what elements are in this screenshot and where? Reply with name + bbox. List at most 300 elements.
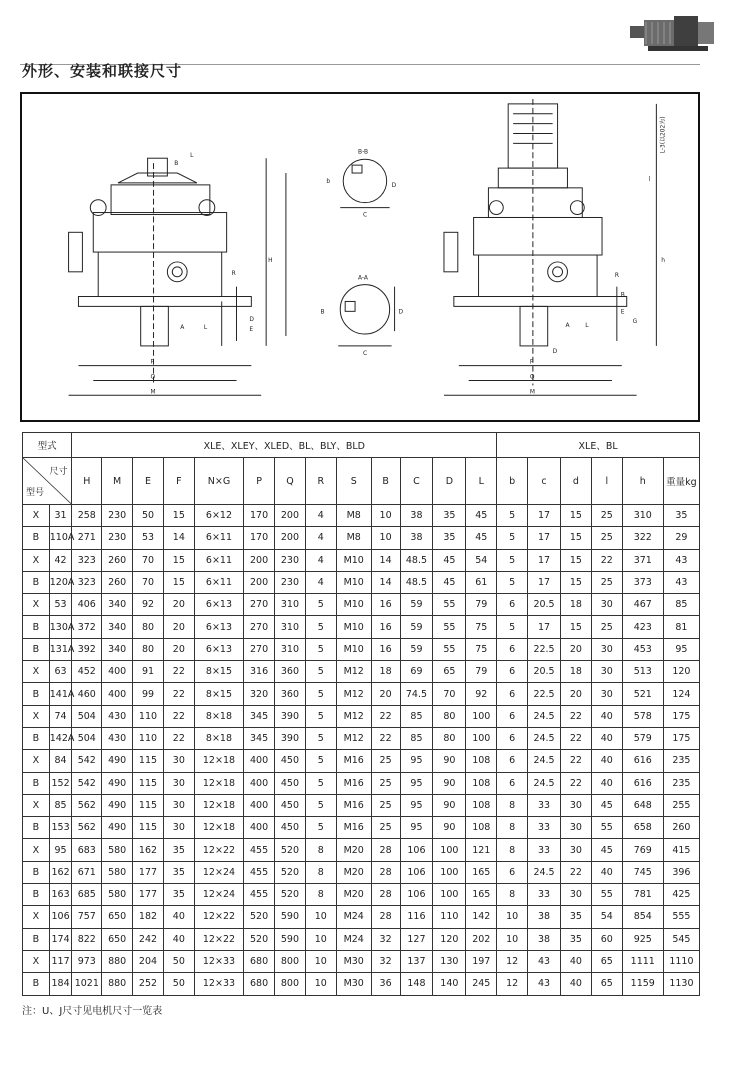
table-row <box>23 861 700 883</box>
table-cell: 10 <box>497 928 528 950</box>
table-cell: 260 <box>102 571 133 593</box>
table-cell: 6 <box>497 594 528 616</box>
table-cell: 20.5 <box>528 661 561 683</box>
dim-label: C <box>362 212 368 219</box>
table-cell: 142 <box>466 906 497 928</box>
table-cell: 371 <box>622 549 663 571</box>
table-cell: 22 <box>560 861 591 883</box>
table-cell: 12 <box>497 950 528 972</box>
table-cell: 22 <box>163 683 194 705</box>
table-cell: 5 <box>497 616 528 638</box>
table-cell: 340 <box>102 638 133 660</box>
table-cell: 590 <box>275 906 306 928</box>
table-row <box>23 527 700 549</box>
table-cell: 504 <box>72 727 102 749</box>
table-cell: 467 <box>622 594 663 616</box>
table-cell: 22 <box>560 772 591 794</box>
table-cell: 35 <box>663 505 699 527</box>
table-cell: 74.5 <box>400 683 433 705</box>
table-cell: 184 <box>49 973 72 995</box>
table-cell: 130A <box>49 616 72 638</box>
column-header: C <box>400 458 433 505</box>
table-cell: 12×18 <box>194 817 243 839</box>
table-cell: X <box>23 906 50 928</box>
table-cell: 5 <box>497 549 528 571</box>
table-cell: 24.5 <box>528 727 561 749</box>
table-cell: 99 <box>133 683 164 705</box>
table-cell: 781 <box>622 884 663 906</box>
table-cell: 25 <box>591 571 622 593</box>
dim-label: D <box>552 348 558 355</box>
table-cell: 106 <box>400 884 433 906</box>
table-cell: 30 <box>560 884 591 906</box>
table-cell: 108 <box>466 772 497 794</box>
table-cell: 22 <box>560 727 591 749</box>
table-cell: 141A <box>49 683 72 705</box>
column-header: 重量kg <box>663 458 699 505</box>
table-cell: 43 <box>528 950 561 972</box>
table-cell: 50 <box>163 973 194 995</box>
table-cell: 12×22 <box>194 839 243 861</box>
table-cell: 95 <box>400 794 433 816</box>
table-cell: 42 <box>49 549 72 571</box>
table-cell: 115 <box>133 750 164 772</box>
table-cell: 406 <box>72 594 102 616</box>
table-cell: 16 <box>371 594 400 616</box>
table-cell: 45 <box>466 527 497 549</box>
table-cell: 53 <box>49 594 72 616</box>
table-cell: 130 <box>433 950 466 972</box>
table-cell: 30 <box>560 839 591 861</box>
dim-label: E <box>620 309 625 316</box>
table-cell: 15 <box>560 571 591 593</box>
table-cell: 45 <box>433 549 466 571</box>
left-reducer-view <box>69 158 286 395</box>
table-cell: 53 <box>133 527 164 549</box>
section-label: A-A <box>358 275 368 282</box>
table-cell: 22.5 <box>528 683 561 705</box>
table-cell: 323 <box>72 549 102 571</box>
table-cell: 106 <box>400 839 433 861</box>
table-cell: 55 <box>591 884 622 906</box>
table-cell: 504 <box>72 705 102 727</box>
table-cell: 579 <box>622 727 663 749</box>
table-cell: 396 <box>663 861 699 883</box>
table-cell: 100 <box>433 884 466 906</box>
table-cell: 148 <box>400 973 433 995</box>
table-cell: 6×12 <box>194 505 243 527</box>
table-cell: 40 <box>163 928 194 950</box>
table-cell: 45 <box>466 505 497 527</box>
table-cell: 316 <box>244 661 275 683</box>
table-cell: 230 <box>275 571 306 593</box>
table-cell: 854 <box>622 906 663 928</box>
table-cell: 5 <box>305 817 336 839</box>
table-cell: 685 <box>72 884 102 906</box>
table-cell: 200 <box>275 505 306 527</box>
table-cell: 80 <box>133 638 164 660</box>
table-row <box>23 794 700 816</box>
table-cell: X <box>23 549 50 571</box>
table-cell: 6×11 <box>194 527 243 549</box>
table-cell: 28 <box>371 884 400 906</box>
table-cell: 6×11 <box>194 549 243 571</box>
table-cell: 175 <box>663 705 699 727</box>
column-header: M <box>102 458 133 505</box>
table-cell: 450 <box>275 750 306 772</box>
table-cell: 95 <box>49 839 72 861</box>
table-cell: 360 <box>275 661 306 683</box>
table-cell: 110A <box>49 527 72 549</box>
table-cell: 6 <box>497 727 528 749</box>
table-cell: 270 <box>244 638 275 660</box>
table-cell: 12×22 <box>194 906 243 928</box>
table-cell: 555 <box>663 906 699 928</box>
page-title: 外形、安装和联接尺寸 <box>22 62 183 80</box>
table-cell: 5 <box>305 727 336 749</box>
table-cell: B <box>23 817 50 839</box>
table-cell: 616 <box>622 750 663 772</box>
table-cell: 345 <box>244 705 275 727</box>
table-cell: 106 <box>400 861 433 883</box>
table-cell: 35 <box>560 928 591 950</box>
table-cell: 22 <box>591 549 622 571</box>
table-cell: B <box>23 683 50 705</box>
table-cell: 40 <box>591 861 622 883</box>
table-cell: 115 <box>133 794 164 816</box>
table-cell: B <box>23 571 50 593</box>
table-cell: 197 <box>466 950 497 972</box>
table-cell: B <box>23 928 50 950</box>
table-cell: 25 <box>371 772 400 794</box>
table-cell: X <box>23 594 50 616</box>
table-cell: 8×15 <box>194 683 243 705</box>
table-cell: 120 <box>433 928 466 950</box>
table-cell: 310 <box>275 594 306 616</box>
table-cell: 6 <box>497 661 528 683</box>
column-header: B <box>371 458 400 505</box>
column-header: R <box>305 458 336 505</box>
table-cell: 10 <box>371 505 400 527</box>
table-cell: M20 <box>336 861 371 883</box>
dim-label: Q <box>529 374 535 381</box>
table-cell: 95 <box>400 750 433 772</box>
table-cell: 20 <box>163 638 194 660</box>
table-cell: 28 <box>371 861 400 883</box>
table-cell: 142A <box>49 727 72 749</box>
table-cell: 200 <box>244 549 275 571</box>
table-cell: 20 <box>163 594 194 616</box>
table-cell: 18 <box>560 661 591 683</box>
table-group-type: 型式 <box>23 433 72 458</box>
table-cell: 108 <box>466 750 497 772</box>
table-cell: X <box>23 950 50 972</box>
table-cell: 15 <box>560 549 591 571</box>
table-cell: 578 <box>622 705 663 727</box>
table-cell: 69 <box>400 661 433 683</box>
table-cell: 22 <box>163 661 194 683</box>
column-header: P <box>244 458 275 505</box>
table-cell: 75 <box>466 616 497 638</box>
table-cell: 258 <box>72 505 102 527</box>
dim-label: B <box>174 161 179 168</box>
table-cell: M10 <box>336 594 371 616</box>
column-header: b <box>497 458 528 505</box>
table-cell: 12 <box>497 973 528 995</box>
table-cell: 81 <box>663 616 699 638</box>
table-cell: 115 <box>133 817 164 839</box>
table-cell: 174 <box>49 928 72 950</box>
table-cell: 36 <box>371 973 400 995</box>
dim-label: D <box>398 309 404 316</box>
table-cell: M20 <box>336 884 371 906</box>
dim-label: M <box>150 389 156 396</box>
table-cell: 6×13 <box>194 594 243 616</box>
table-cell: 580 <box>102 861 133 883</box>
table-cell: 24.5 <box>528 705 561 727</box>
table-cell: 38 <box>528 906 561 928</box>
table-cell: 5 <box>305 594 336 616</box>
column-header: H <box>72 458 102 505</box>
table-cell: 170 <box>244 505 275 527</box>
table-cell: 453 <box>622 638 663 660</box>
table-cell: 648 <box>622 794 663 816</box>
table-cell: 24.5 <box>528 772 561 794</box>
table-cell: 340 <box>102 616 133 638</box>
table-cell: 35 <box>433 505 466 527</box>
table-cell: 616 <box>622 772 663 794</box>
table-row <box>23 884 700 906</box>
dimension-drawing <box>20 92 700 422</box>
table-cell: 25 <box>591 616 622 638</box>
table-row <box>23 638 700 660</box>
table-cell: 100 <box>466 705 497 727</box>
table-cell: 177 <box>133 884 164 906</box>
column-header: N×G <box>194 458 243 505</box>
table-cell: 12×18 <box>194 750 243 772</box>
table-cell: M10 <box>336 549 371 571</box>
table-cell: 65 <box>433 661 466 683</box>
table-row <box>23 839 700 861</box>
table-cell: 40 <box>591 705 622 727</box>
table-cell: 30 <box>591 661 622 683</box>
table-cell: 22 <box>371 705 400 727</box>
table-cell: 230 <box>102 505 133 527</box>
table-cell: 25 <box>371 750 400 772</box>
table-cell: M12 <box>336 727 371 749</box>
table-cell: 6 <box>497 772 528 794</box>
table-cell: 562 <box>72 817 102 839</box>
table-cell: 85 <box>49 794 72 816</box>
table-cell: 455 <box>244 861 275 883</box>
table-cell: 310 <box>622 505 663 527</box>
table-cell: 880 <box>102 973 133 995</box>
table-cell: 33 <box>528 817 561 839</box>
table-cell: 108 <box>466 817 497 839</box>
table-cell: 650 <box>102 906 133 928</box>
table-row <box>23 973 700 995</box>
table-cell: 450 <box>275 817 306 839</box>
table-cell: 162 <box>133 839 164 861</box>
table-cell: 12×18 <box>194 794 243 816</box>
table-cell: 10 <box>305 973 336 995</box>
table-cell: 55 <box>433 616 466 638</box>
table-cell: 235 <box>663 772 699 794</box>
table-cell: 175 <box>663 727 699 749</box>
table-body <box>23 505 700 996</box>
table-cell: 1110 <box>663 950 699 972</box>
table-row <box>23 549 700 571</box>
table-cell: 95 <box>663 638 699 660</box>
table-cell: 6 <box>497 705 528 727</box>
table-cell: 45 <box>433 571 466 593</box>
table-cell: 372 <box>72 616 102 638</box>
table-cell: 20 <box>371 683 400 705</box>
table-cell: 35 <box>433 527 466 549</box>
table-cell: 680 <box>244 973 275 995</box>
table-cell: 8 <box>305 861 336 883</box>
table-cell: 22 <box>560 750 591 772</box>
table-cell: 12×22 <box>194 928 243 950</box>
table-cell: 92 <box>133 594 164 616</box>
dim-label: Q <box>150 374 156 381</box>
table-cell: 6 <box>497 638 528 660</box>
table-cell: 671 <box>72 861 102 883</box>
table-cell: M24 <box>336 928 371 950</box>
table-cell: 1130 <box>663 973 699 995</box>
table-cell: 22.5 <box>528 638 561 660</box>
table-cell: 340 <box>102 594 133 616</box>
table-cell: 490 <box>102 772 133 794</box>
table-cell: 79 <box>466 594 497 616</box>
table-cell: 1111 <box>622 950 663 972</box>
table-cell: 10 <box>305 928 336 950</box>
table-cell: 925 <box>622 928 663 950</box>
table-cell: 153 <box>49 817 72 839</box>
footer-note: 注：U、J尺寸见电机尺寸一览表 <box>22 1006 163 1017</box>
table-cell: 29 <box>663 527 699 549</box>
table-cell: X <box>23 839 50 861</box>
table-cell: 55 <box>591 817 622 839</box>
table-cell: 18 <box>560 594 591 616</box>
dim-label: M <box>529 389 536 396</box>
table-cell: 392 <box>72 638 102 660</box>
table-cell: 490 <box>102 794 133 816</box>
table-cell: 35 <box>163 839 194 861</box>
dim-label: h <box>661 257 666 264</box>
table-cell: 45 <box>591 794 622 816</box>
table-cell: 177 <box>133 861 164 883</box>
table-cell: 5 <box>305 705 336 727</box>
table-cell: 430 <box>102 727 133 749</box>
table-cell: 430 <box>102 705 133 727</box>
table-cell: 12×33 <box>194 950 243 972</box>
table-cell: 390 <box>275 727 306 749</box>
table-cell: 10 <box>305 950 336 972</box>
table-cell: 1159 <box>622 973 663 995</box>
table-cell: 30 <box>560 794 591 816</box>
table-cell: B <box>23 616 50 638</box>
table-cell: 43 <box>663 571 699 593</box>
table-cell: 5 <box>305 683 336 705</box>
table-cell: 33 <box>528 794 561 816</box>
dim-label: B <box>320 309 325 316</box>
table-cell: M10 <box>336 616 371 638</box>
table-row <box>23 594 700 616</box>
table-cell: 5 <box>305 661 336 683</box>
table-cell: 33 <box>528 884 561 906</box>
table-cell: 108 <box>466 794 497 816</box>
dim-label: B <box>620 292 625 299</box>
table-cell: B <box>23 861 50 883</box>
table-cell: 28 <box>371 839 400 861</box>
table-cell: M8 <box>336 505 371 527</box>
table-cell: 40 <box>591 750 622 772</box>
table-cell: 5 <box>497 527 528 549</box>
table-cell: 460 <box>72 683 102 705</box>
table-cell: 79 <box>466 661 497 683</box>
table-row <box>23 750 700 772</box>
table-cell: 80 <box>433 705 466 727</box>
table-cell: 32 <box>371 928 400 950</box>
table-cell: 50 <box>133 505 164 527</box>
table-cell: 17 <box>528 505 561 527</box>
table-cell: 757 <box>72 906 102 928</box>
table-cell: 542 <box>72 750 102 772</box>
table-cell: 520 <box>275 884 306 906</box>
table-cell: X <box>23 661 50 683</box>
table-cell: 24.5 <box>528 750 561 772</box>
table-corner-cell <box>23 458 72 505</box>
table-cell: 400 <box>244 817 275 839</box>
table-cell: 520 <box>275 839 306 861</box>
table-cell: 35 <box>163 884 194 906</box>
table-cell: 680 <box>244 950 275 972</box>
table-cell: 38 <box>400 527 433 549</box>
table-cell: M30 <box>336 973 371 995</box>
table-cell: 513 <box>622 661 663 683</box>
table-cell: 390 <box>275 705 306 727</box>
dim-label: b <box>326 178 331 185</box>
table-cell: 200 <box>244 571 275 593</box>
table-cell: 5 <box>305 750 336 772</box>
table-cell: 800 <box>275 950 306 972</box>
table-cell: 1021 <box>72 973 102 995</box>
section-label: B-B <box>358 149 369 156</box>
table-cell: 70 <box>433 683 466 705</box>
table-cell: 6×13 <box>194 638 243 660</box>
table-cell: 6 <box>497 861 528 883</box>
table-cell: 28 <box>371 906 400 928</box>
table-cell: M12 <box>336 683 371 705</box>
table-cell: 116 <box>400 906 433 928</box>
table-cell: M10 <box>336 638 371 660</box>
dim-label: L-3(以202为) <box>660 116 667 154</box>
table-cell: 120A <box>49 571 72 593</box>
table-cell: 33 <box>528 839 561 861</box>
table-cell: 204 <box>133 950 164 972</box>
table-cell: M20 <box>336 839 371 861</box>
table-cell: 60 <box>591 928 622 950</box>
table-cell: 95 <box>400 772 433 794</box>
table-cell: M16 <box>336 772 371 794</box>
column-header: c <box>528 458 561 505</box>
table-cell: B <box>23 527 50 549</box>
table-row <box>23 505 700 527</box>
table-cell: 520 <box>275 861 306 883</box>
table-cell: 17 <box>528 571 561 593</box>
table-cell: 650 <box>102 928 133 950</box>
